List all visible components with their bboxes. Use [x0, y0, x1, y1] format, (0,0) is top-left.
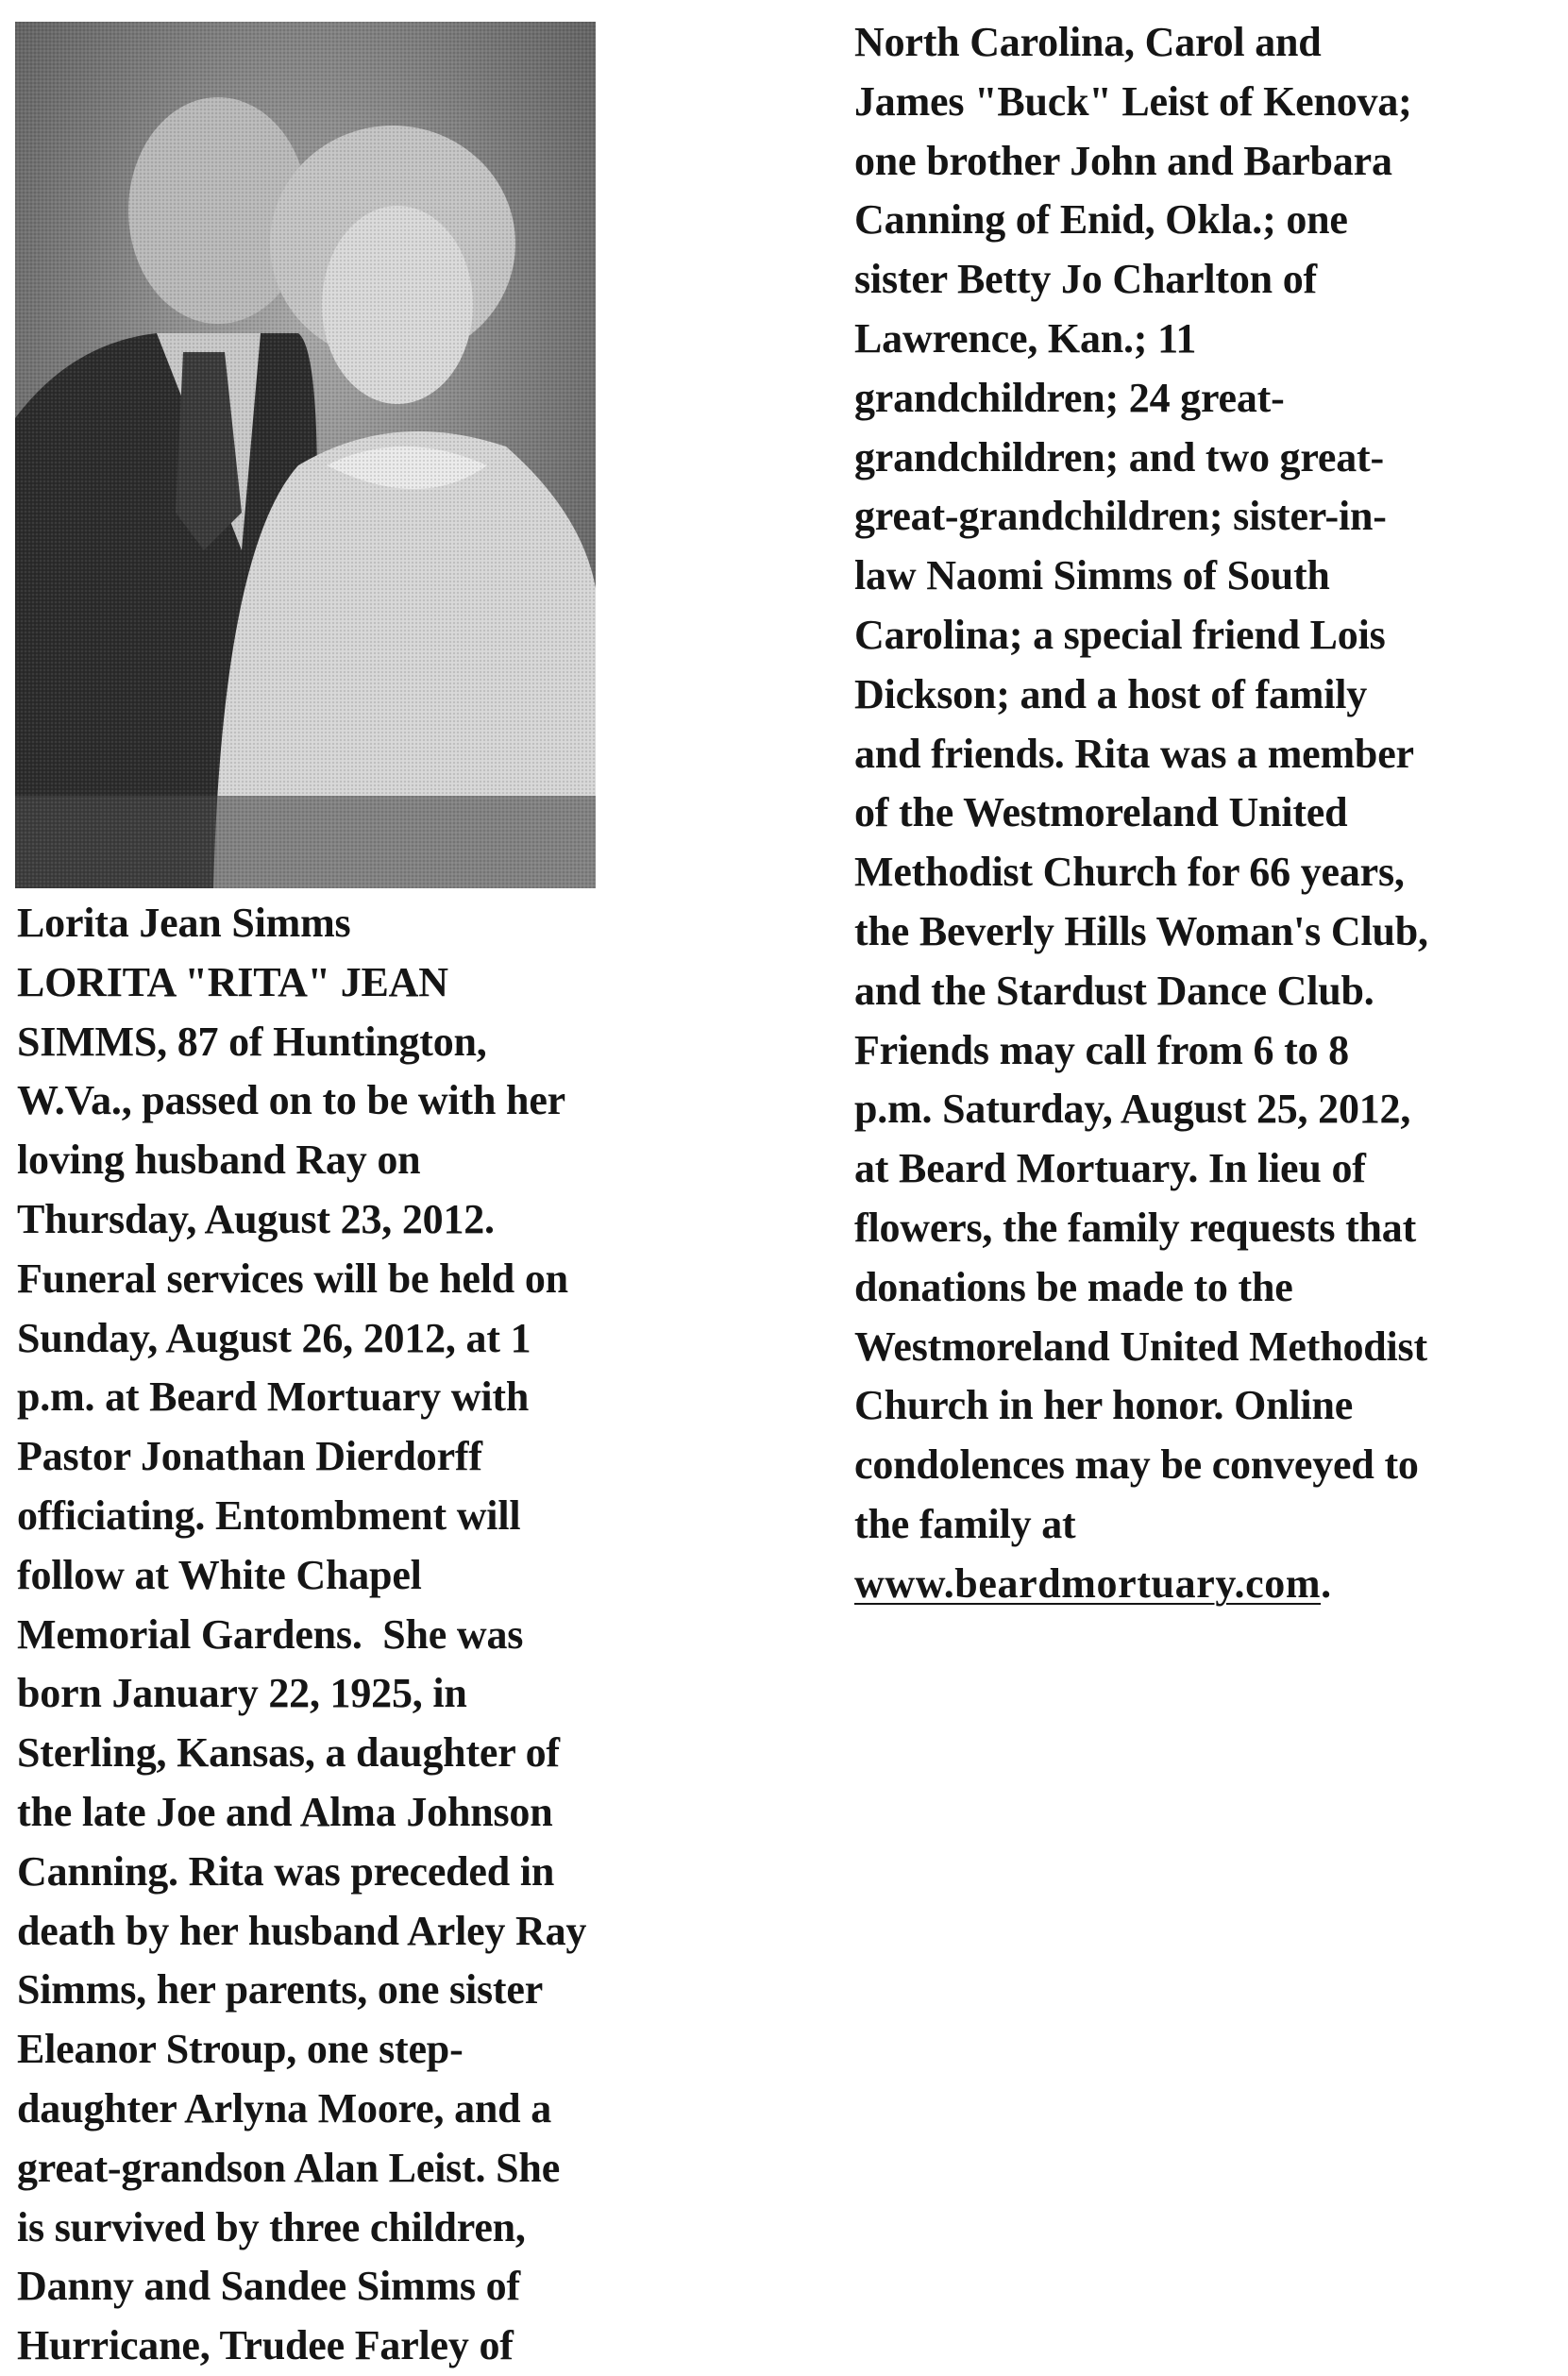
obituary-line: Church in her honor. Online [854, 1382, 1354, 1429]
obituary-line: James "Buck" Leist of Kenova; [854, 77, 1412, 125]
obituary-line: the late Joe and Alma Johnson [17, 1788, 553, 1835]
obituary-line: Canning of Enid, Okla.; one [854, 196, 1348, 244]
obituary-line: Methodist Church for 66 years, [854, 849, 1405, 896]
obituary-line: W.Va., passed on to be with her [17, 1077, 565, 1124]
obituary-line: Funeral services will be held on [17, 1255, 568, 1302]
obituary-line: grandchildren; 24 great- [854, 374, 1285, 421]
obituary-line: p.m. at Beard Mortuary with [17, 1373, 530, 1421]
obituary-line: one brother John and Barbara [854, 137, 1392, 184]
obituary-line: sister Betty Jo Charlton of [854, 256, 1317, 303]
obituary-line: Westmoreland United Methodist [854, 1323, 1427, 1370]
obituary-line: loving husband Ray on [17, 1137, 421, 1184]
obituary-line: at Beard Mortuary. In lieu of [854, 1145, 1366, 1192]
obituary-line: condolences may be conveyed to [854, 1441, 1419, 1489]
obituary-line: Sunday, August 26, 2012, at 1 [17, 1314, 531, 1361]
obituary-line: Canning. Rita was preceded in [17, 1847, 555, 1895]
website-line [854, 1555, 1558, 1614]
obituary-line: officiating. Entombment will [17, 1491, 521, 1539]
obituary-line: SIMMS, 87 of Huntington, [17, 1018, 487, 1065]
obituary-heading: Lorita Jean Simms [17, 900, 351, 946]
obituary-line: Thursday, August 23, 2012. [17, 1195, 495, 1242]
obituary-line: Carolina; a special friend Lois [854, 611, 1386, 658]
obituary-line: of the Westmoreland United [854, 789, 1348, 836]
obituary-line: donations be made to the [854, 1263, 1293, 1310]
obituary-line: Sterling, Kansas, a daughter of [17, 1729, 560, 1777]
obituary-line: Hurricane, Trudee Farley of [17, 2322, 514, 2369]
obituary-line: great-grandchildren; sister-in- [854, 493, 1387, 540]
obituary-column-left [17, 894, 716, 2376]
obituary-line: great-grandson Alan Leist. She [17, 2144, 561, 2191]
obituary-line: is survived by three children, [17, 2203, 526, 2250]
obituary-line: born January 22, 1925, in [17, 1670, 467, 1717]
portrait-photo [15, 22, 596, 888]
obituary-line: Dickson; and a host of family [854, 670, 1368, 717]
obituary-line: and the Stardust Dance Club. [854, 967, 1374, 1014]
website-period: . [1321, 1559, 1331, 1607]
obituary-line: death by her husband Arley Ray [17, 1907, 587, 1954]
obituary-line: Memorial Gardens. She was [17, 1610, 524, 1658]
obituary-line: flowers, the family requests that [854, 1204, 1417, 1251]
obituary-line: follow at White Chapel [17, 1551, 422, 1598]
obituary-column-right [854, 13, 1558, 1614]
obituary-line: Lawrence, Kan.; 11 [854, 314, 1197, 362]
obituary-line: grandchildren; and two great- [854, 433, 1384, 480]
website-link[interactable]: www.beardmortuary.com [854, 1559, 1322, 1607]
obituary-line: North Carolina, Carol and [854, 19, 1322, 65]
obituary-line: Danny and Sandee Simms of [17, 2263, 520, 2310]
portrait-photo-icon [15, 22, 596, 888]
obituary-line: p.m. Saturday, August 25, 2012, [854, 1086, 1411, 1133]
obituary-line: LORITA "RITA" JEAN [17, 958, 448, 1005]
obituary-line: and friends. Rita was a member [854, 730, 1414, 777]
obituary-line: Friends may call from 6 to 8 [854, 1026, 1349, 1073]
obituary-line: Pastor Jonathan Dierdorff [17, 1433, 482, 1480]
obituary-line: the family at [854, 1500, 1076, 1547]
obituary-line: daughter Arlyna Moore, and a [17, 2084, 552, 2132]
obituary-line: law Naomi Simms of South [854, 552, 1330, 599]
obituary-line: Eleanor Stroup, one step- [17, 2026, 464, 2073]
obituary-line: the Beverly Hills Woman's Club, [854, 907, 1428, 954]
obituary-line: Simms, her parents, one sister [17, 1966, 544, 2014]
